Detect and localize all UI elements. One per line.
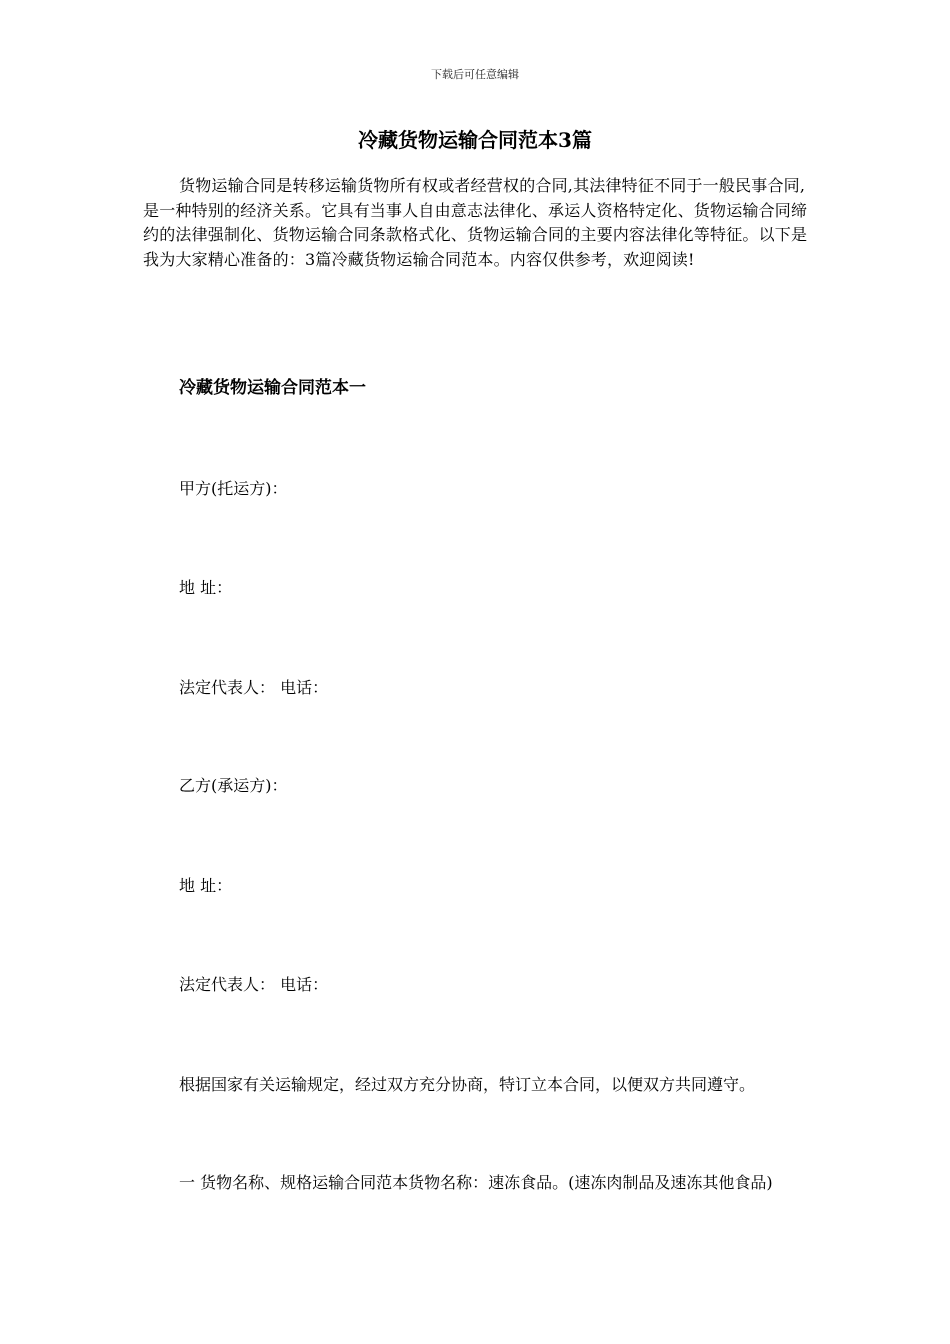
party-b-representative: 法定代表人： 电话： [179, 975, 329, 994]
intro-paragraph: 货物运输合同是转移运输货物所有权或者经营权的合同,其法律特征不同于一般民事合同,是一种特别的经济关系。它具有当事人自由意志法律化、承运人资格特定化、货物运输合同缔约的法律强制化、货物运输合同条款格式化、货物运输合同的主要内容法律化等特征。以下是我为大家精心准备的：3篇冷藏货物运输合同范本。内容仅供参考，欢迎阅读! [143, 176, 808, 269]
party-a-label: 甲方(托运方)： [179, 479, 288, 498]
party-a-representative: 法定代表人： 电话： [179, 678, 329, 697]
party-a-address: 地 址： [179, 578, 233, 597]
section-title: 冷藏货物运输合同范本一 [179, 378, 366, 398]
clause-one-paragraph: 一 货物名称、规格运输合同范本货物名称：速冻食品。(速冻肉制品及速冻其他食品) [179, 1173, 773, 1192]
preamble-paragraph: 根据国家有关运输规定，经过双方充分协商，特订立本合同，以便双方共同遵守。 [179, 1075, 756, 1094]
party-b-label: 乙方(承运方)： [179, 776, 288, 795]
header-note: 下载后可任意编辑 [431, 68, 519, 81]
party-b-address: 地 址： [179, 876, 233, 895]
document-title: 冷藏货物运输合同范本3篇 [358, 128, 592, 152]
